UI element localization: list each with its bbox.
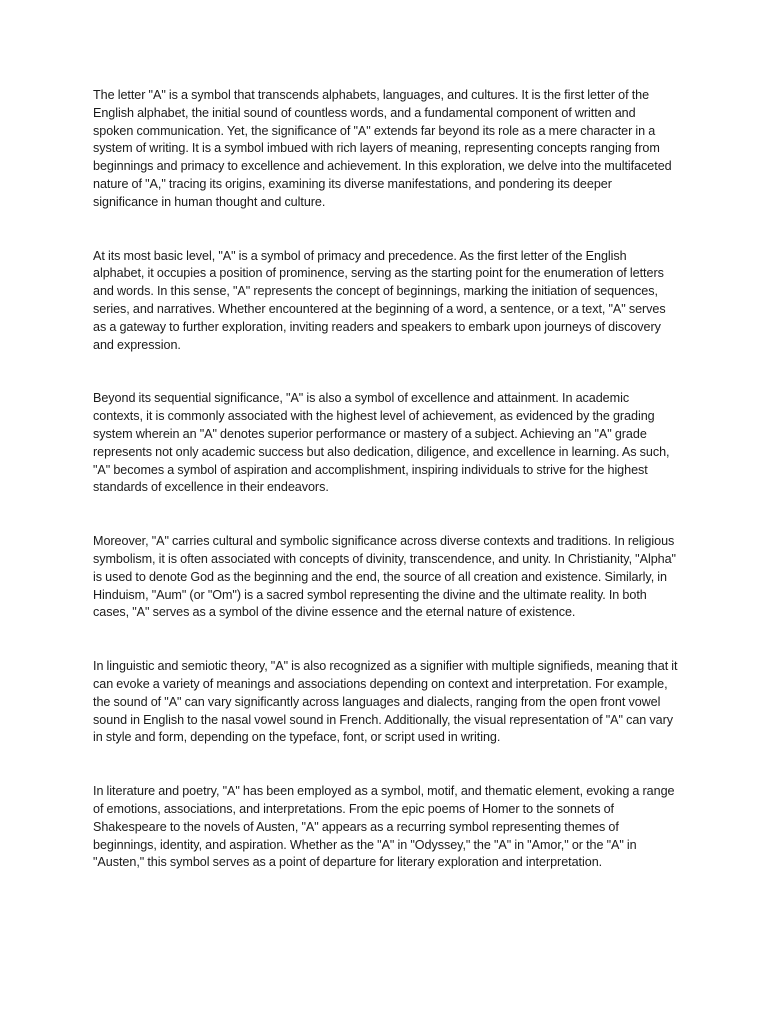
paragraph-primacy: At its most basic level, "A" is a symbol of primacy and precedence. As the first letter of the English alphabet, it occupies a position of prominence, serving as the starting point for the enumeration of letters and words. In this sense, "A" represents the concept of beginnings, marking the initiation of sequences, series, and narratives. Whether encountered at the beginning of a word, a sentence, or a text, "A" serves as a gateway to further exploration, inviting readers and speakers to embark upon journeys of discovery and expression. bbox=[93, 248, 666, 352]
paragraph-literature: In literature and poetry, "A" has been employed as a symbol, motif, and thematic element, evoking a range of emotions, associations, and interpretations. From the epic poems of Homer to the sonnets of Shakespeare to the novels of Austen, "A" appears as a recurring symbol representing themes of beginnings, identity, and aspiration. Whether as the "A" in "Odyssey," the "A" in "Amor," or the "A" in "Austen," this symbol serves as a point of departure for literary exploration and interpretation. bbox=[93, 784, 675, 870]
paragraph-cultural: Moreover, "A" carries cultural and symbolic significance across diverse contexts and traditions. In religious symbolism, it is often associated with concepts of divinity, transcendence, and unity. In Christianity, "Alpha" is used to denote God as the beginning and the end, the source of all creation and existence. Similarly, in Hinduism, "Aum" (or "Om") is a sacred symbol representing the divine and the ultimate reality. In both cases, "A" serves as a symbol of the divine essence and the eternal nature of existence. bbox=[93, 534, 676, 620]
paragraph-intro: The letter "A" is a symbol that transcends alphabets, languages, and cultures. It is the first letter of the English alphabet, the initial sound of countless words, and a fundamental component of written and spoken communication. Yet, the significance of "A" extends far beyond its role as a mere character in a system of writing. It is a symbol imbued with rich layers of meaning, representing concepts ranging from beginnings and primacy to excellence and achievement. In this exploration, we delve into the multifaceted nature of "A," tracing its origins, examining its diverse manifestations, and pondering its deeper significance in human thought and culture. bbox=[93, 88, 672, 209]
paragraph-linguistic: In linguistic and semiotic theory, "A" is also recognized as a signifier with multiple signifieds, meaning that it can evoke a variety of meanings and associations depending on context and interpretation. For example, the sound of "A" can vary significantly across languages and dialects, ranging from the open front vowel sound in English to the nasal vowel sound in French. Additionally, the visual representation of "A" can vary in style and form, depending on the typeface, font, or script used in writing. bbox=[93, 659, 678, 745]
paragraph-excellence: Beyond its sequential significance, "A" is also a symbol of excellence and attainment. In academic contexts, it is commonly associated with the highest level of achievement, as evidenced by the grading system wherein an "A" denotes superior performance or mastery of a subject. Achieving an "A" grade represents not only academic success but also dedication, diligence, and excellence in learning. As such, "A" becomes a symbol of aspiration and accomplishment, inspiring individuals to strive for the highest standards of excellence in their endeavors. bbox=[93, 391, 670, 495]
document-body bbox=[93, 87, 678, 908]
